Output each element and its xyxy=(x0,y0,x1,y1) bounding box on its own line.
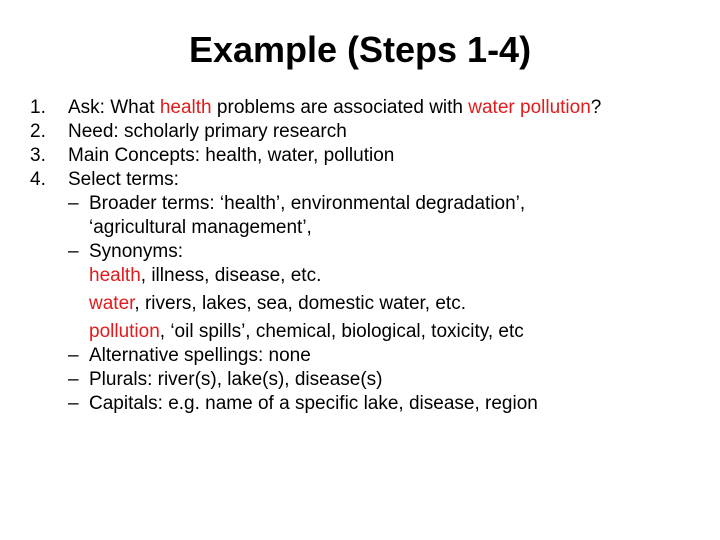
step-number: 2. xyxy=(30,121,46,142)
dash-bullet: – xyxy=(68,345,79,366)
dash-bullet: – xyxy=(68,369,79,390)
sub-item-broader-terms xyxy=(30,192,710,216)
synonym-line-pollution xyxy=(30,320,710,344)
sub-item-text: Capitals: e.g. name of a specific lake, disease, region xyxy=(89,393,538,414)
step-text: Main Concepts: health, water, pollution xyxy=(68,145,395,166)
synonym-line-water xyxy=(30,292,710,316)
sub-item-text: Synonyms: xyxy=(89,241,183,262)
highlight-term: water xyxy=(89,293,135,314)
dash-bullet: – xyxy=(68,393,79,414)
highlight-term: water pollution xyxy=(468,97,591,118)
step-number: 4. xyxy=(30,169,46,190)
slide-content xyxy=(30,96,710,416)
step-text: problems are associated with xyxy=(211,97,469,118)
step-item-2 xyxy=(30,120,710,144)
dash-bullet: – xyxy=(68,193,79,214)
highlight-term: health xyxy=(89,265,141,286)
sub-item-text: Plurals: river(s), lake(s), disease(s) xyxy=(89,369,383,390)
sub-item-synonyms xyxy=(30,240,710,264)
step-number: 1. xyxy=(30,97,46,118)
synonym-list: , illness, disease, etc. xyxy=(140,265,322,286)
dash-bullet: – xyxy=(68,241,79,262)
synonym-list: , rivers, lakes, sea, domestic water, etc. xyxy=(134,293,466,314)
sub-item-capitals xyxy=(30,392,710,416)
step-item-1 xyxy=(30,96,710,120)
step-item-3 xyxy=(30,144,710,168)
highlight-term: pollution xyxy=(89,321,160,342)
synonym-list: , ‘oil spills’, chemical, biological, toxicity, etc xyxy=(159,321,524,342)
step-number: 3. xyxy=(30,145,46,166)
step-text: Need: scholarly primary research xyxy=(68,121,347,142)
step-item-4 xyxy=(30,168,710,192)
step-text: Select terms: xyxy=(68,169,179,190)
highlight-term: health xyxy=(159,97,212,118)
sub-item-continuation: ‘agricultural management’, xyxy=(89,217,312,238)
sub-item-text: Broader terms: ‘health’, environmental degradation’, xyxy=(89,193,526,214)
slide-title: Example (Steps 1-4) xyxy=(188,29,532,70)
step-text: Ask: What xyxy=(68,97,160,118)
sub-item-text: Alternative spellings: none xyxy=(89,345,311,366)
sub-item-alternative-spellings xyxy=(30,344,710,368)
synonym-line-health xyxy=(30,264,710,288)
sub-item-plurals xyxy=(30,368,710,392)
step-text: ? xyxy=(590,97,602,118)
